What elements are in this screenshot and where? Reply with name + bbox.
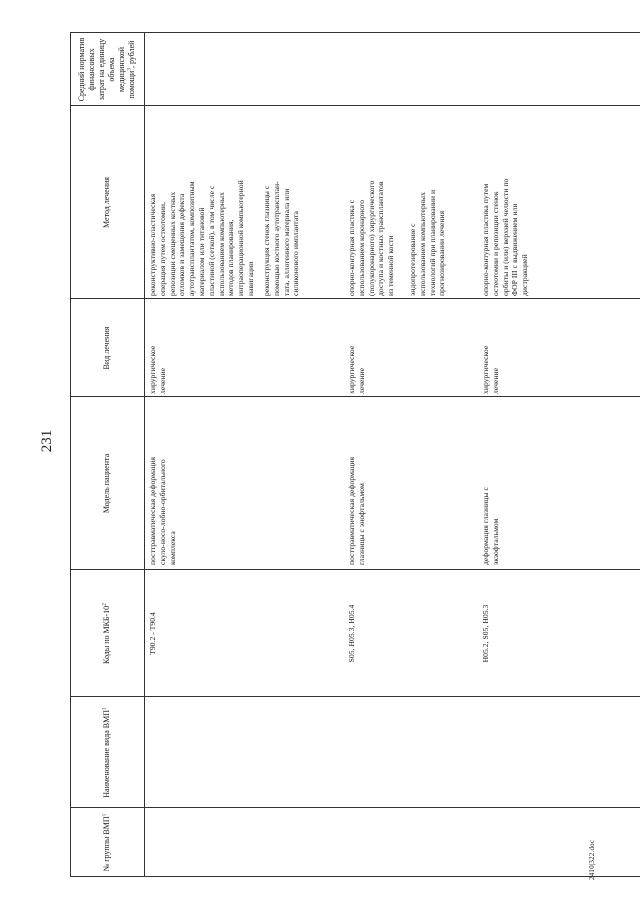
header-vmp-type: Наименование вида ВМП$^1$: [101, 707, 111, 798]
row-1-codes: T90.2 - T90.4: [148, 612, 157, 655]
header-treatment-type: Вид лечения: [102, 326, 111, 370]
header-avg-cost: Средний норматив финансовых затрат на единицу объема медицинской помощи$^3$, рублей: [77, 37, 136, 102]
row-2-method-2: эндопротезирование с использованием компьютерных технологий при планировании и прогнозировании лечения: [408, 189, 447, 296]
table-border-right: [70, 32, 640, 33]
column-divider: [70, 807, 640, 808]
row-3-method-1: опорно-контурная пластика путем остеотомии и репозиции стенок орбиты и (или) верхней челюсти по ФОР III с выдвижением или дистракцией: [481, 178, 530, 296]
row-2-method-1: опорно-контурная пластика с использованием коронарного (полукоронарного) хирургического доступа и костных трансплантатов из теменной кости: [347, 180, 396, 296]
header-patient-model: Модель пациента: [102, 453, 111, 514]
row-2-codes: S05, H05.3, H05.4: [347, 604, 356, 663]
header-treatment-method: Метод лечения: [102, 177, 111, 228]
row-1-method-2: реконструкция стенок глазницы с помощью костного аутотрансплан- тата, аллогенного материала или силиконового имплантата: [262, 181, 301, 296]
row-2-model: посттравматическая деформация глазницы с энофтальмом: [347, 456, 366, 565]
row-2-type: хирургическое лечение: [347, 345, 366, 394]
page-number: 231: [38, 429, 55, 453]
document-footer-code: 2410|322.doc: [588, 839, 596, 880]
header-group-no: № группы ВМП$^1$: [101, 813, 111, 872]
row-1-type: хирургическое лечение: [148, 345, 167, 394]
header-divider: [144, 32, 145, 877]
header-mkb-codes: Коды по МКБ-$10^2$: [101, 603, 111, 664]
row-3-model: деформация глазницы с экзофтальмом: [481, 487, 500, 565]
row-3-codes: H05.2, S05, H05.3: [481, 604, 490, 663]
treatment-table: [70, 32, 640, 877]
row-1-model: посттравматическая деформация скуло-носо-лобно-орбитального комплекса: [148, 456, 177, 565]
row-1-method-1: реконструктивно-пластическая операция путем остеотомии, репозиции смещенных костных отломков и замещения дефекта аутотрансплантатом, композитным материалом или титановой пластиной (сеткой), в том числе с использованием компьютерных методов планирования, интраоперационной компьютерной навигации: [148, 180, 255, 296]
table-border-left: [70, 876, 640, 877]
row-3-type: хирургическое лечение: [481, 345, 500, 394]
